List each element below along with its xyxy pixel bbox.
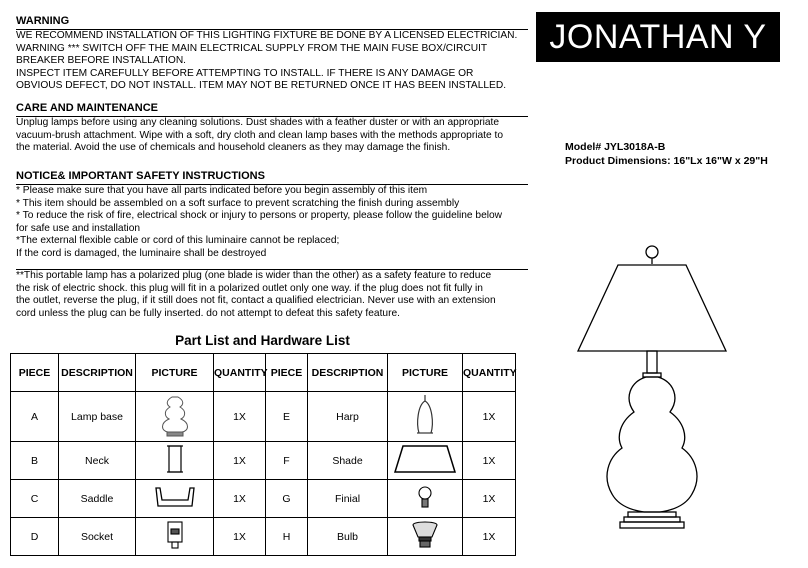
piece-cell: G: [266, 480, 308, 518]
header-piece: PIECE: [266, 354, 308, 392]
quantity-cell: 1X: [463, 392, 516, 442]
description-cell: Shade: [308, 442, 388, 480]
picture-cell: [388, 518, 463, 556]
product-dimensions: Product Dimensions: 16"Lx 16"W x 29"H: [565, 155, 768, 167]
picture-cell: [388, 442, 463, 480]
table-row: [11, 480, 516, 518]
table-row: [11, 518, 516, 556]
warning-line: WARNING *** SWITCH OFF THE MAIN ELECTRICAL SUPPLY FROM THE MAIN FUSE BOX/CIRCUIT: [16, 42, 488, 54]
neck-shape: [647, 351, 657, 373]
care-line: the material. Avoid the use of chemicals and household cleaners as they may damage the finish.: [16, 142, 451, 154]
safety-line: for safe use and installation: [16, 222, 141, 234]
quantity-cell: 1X: [463, 518, 516, 556]
plug-note-line: **This portable lamp has a polarized plug (one blade is wider than the other) as a safety feature to reduce: [16, 270, 492, 281]
lamp-base-icon: [155, 393, 195, 437]
warning-title: WARNING: [16, 15, 70, 27]
table-row: [11, 392, 516, 442]
piece-cell: F: [266, 442, 308, 480]
description-cell: Lamp base: [59, 392, 136, 442]
quantity-cell: 1X: [214, 480, 266, 518]
care-text: [16, 117, 503, 155]
finial-shape: [646, 246, 658, 258]
shade-shape: [578, 265, 726, 351]
description-cell: Socket: [59, 518, 136, 556]
socket-icon: [164, 519, 186, 551]
description-cell: Harp: [308, 392, 388, 442]
header-quantity: QUANTITY: [463, 354, 516, 392]
piece-cell: A: [11, 392, 59, 442]
plug-note-text: [16, 270, 496, 320]
warning-line: WE RECOMMEND INSTALLATION OF THIS LIGHTING FIXTURE BE DONE BY A LICENSED ELECTRICIAN.: [16, 30, 518, 41]
quantity-cell: 1X: [214, 392, 266, 442]
base-middle: [624, 517, 680, 522]
care-title: CARE AND MAINTENANCE: [16, 102, 158, 114]
description-cell: Neck: [59, 442, 136, 480]
body-shape: [607, 377, 697, 512]
warning-line: INSPECT ITEM CAREFULLY BEFORE ATTEMPTING TO INSTALL. IF THERE IS ANY DAMAGE OR: [16, 67, 474, 79]
bulb-icon: [410, 519, 440, 551]
header-picture: PICTURE: [136, 354, 214, 392]
description-cell: Saddle: [59, 480, 136, 518]
safety-line: * Please make sure that you have all parts indicated before you begin assembly of this item: [16, 185, 428, 196]
base-bottom: [620, 522, 684, 528]
finial-icon: [415, 484, 435, 510]
table-row: [11, 442, 516, 480]
description-cell: Bulb: [308, 518, 388, 556]
table-header-row: [11, 354, 516, 392]
piece-cell: D: [11, 518, 59, 556]
header-picture: PICTURE: [388, 354, 463, 392]
header-description: DESCRIPTION: [59, 354, 136, 392]
picture-cell: [136, 480, 214, 518]
safety-line: * This item should be assembled on a soft surface to prevent scratching the finish during assembly: [16, 197, 460, 209]
model-info: [565, 140, 768, 168]
parts-table-title: Part List and Hardware List: [175, 333, 350, 348]
model-number: Model# JYL3018A-B: [565, 141, 666, 153]
warning-line: BREAKER BEFORE INSTALLATION.: [16, 55, 187, 67]
quantity-cell: 1X: [214, 442, 266, 480]
plug-note-line: cord unless the plug can be fully inserted. do not attempt to defeat this safety feature.: [16, 307, 400, 319]
safety-text: [16, 185, 502, 261]
safety-line: *The external flexible cable or cord of this luminaire cannot be replaced;: [16, 235, 340, 247]
picture-cell: [388, 480, 463, 518]
care-line: vacuum-brush attachment. Wipe with a soft, dry cloth and clean lamp bases with the methods appropriate to: [16, 129, 503, 141]
safety-title: NOTICE& IMPORTANT SAFETY INSTRUCTIONS: [16, 170, 265, 182]
plug-note-line: the outlet, reverse the plug, if it still does not fit, contact a qualified electrician. Never use with an extension: [16, 295, 496, 307]
header-piece: PIECE: [11, 354, 59, 392]
shade-icon: [391, 442, 459, 476]
quantity-cell: 1X: [463, 442, 516, 480]
parts-table: [10, 353, 516, 556]
description-cell: Finial: [308, 480, 388, 518]
lamp-illustration: [560, 232, 740, 532]
header-description: DESCRIPTION: [308, 354, 388, 392]
plug-note-line: the risk of electric shock. this plug will fit in a polarized outlet only one way. if the plug does not fit fully in: [16, 282, 483, 294]
saddle-icon: [153, 484, 197, 510]
brand-logo: JONATHAN Y: [536, 12, 780, 62]
picture-cell: [388, 392, 463, 442]
care-line: Unplug lamps before using any cleaning solutions. Dust shades with a feather duster or with an appropriate: [16, 117, 500, 128]
neck-icon: [165, 443, 185, 475]
quantity-cell: 1X: [214, 518, 266, 556]
warning-line: OBVIOUS DEFECT, DO NOT INSTALL. ITEM MAY NOT BE RETURNED ONCE IT HAS BEEN INSTALLED.: [16, 80, 507, 92]
base-top: [628, 512, 676, 517]
piece-cell: C: [11, 480, 59, 518]
warning-text: [16, 30, 517, 93]
safety-line: If the cord is damaged, the luminaire shall be destroyed: [16, 247, 267, 259]
picture-cell: [136, 442, 214, 480]
safety-line: * To reduce the risk of fire, electrical shock or injury to persons or property, please follow the guideline below: [16, 210, 503, 222]
piece-cell: B: [11, 442, 59, 480]
piece-cell: E: [266, 392, 308, 442]
harp-icon: [410, 393, 440, 437]
picture-cell: [136, 518, 214, 556]
piece-cell: H: [266, 518, 308, 556]
header-quantity: QUANTITY: [214, 354, 266, 392]
picture-cell: [136, 392, 214, 442]
quantity-cell: 1X: [463, 480, 516, 518]
